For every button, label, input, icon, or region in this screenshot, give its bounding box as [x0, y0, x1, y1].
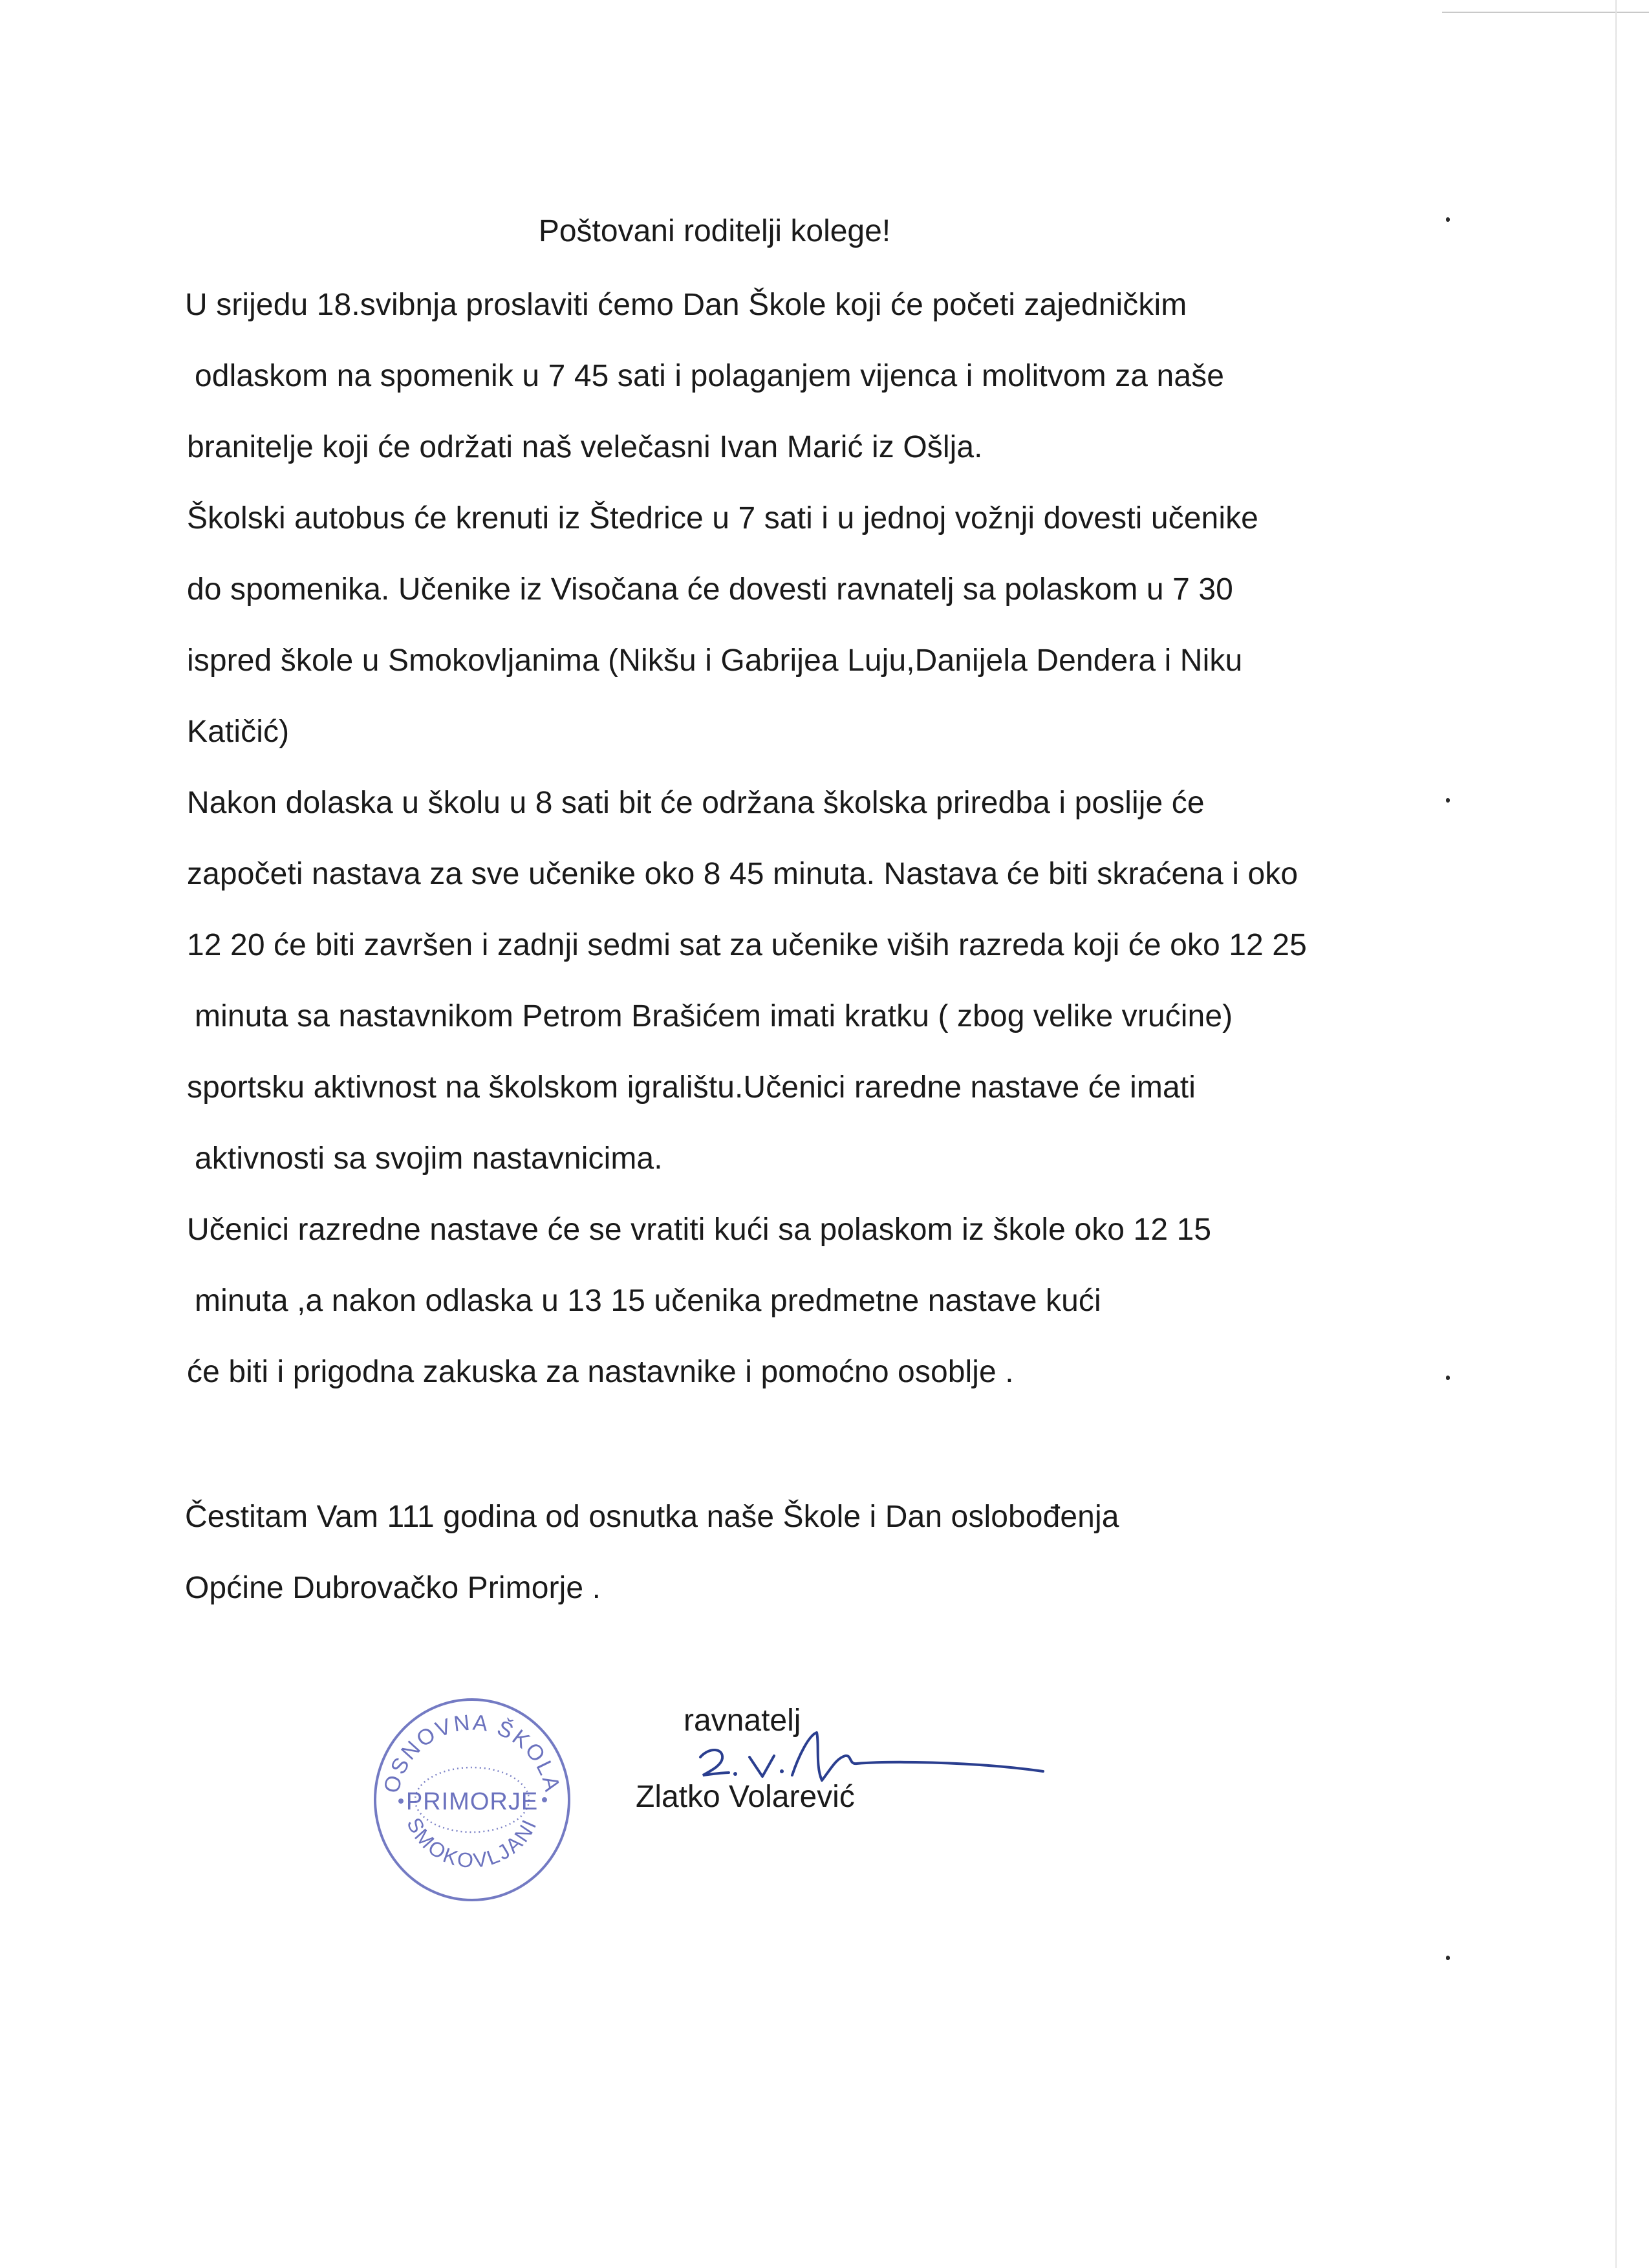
scan-speck: [1446, 1956, 1450, 1960]
signature-name: Zlatko Volarević: [636, 1780, 855, 1814]
closing-line: Općine Dubrovačko Primorje .: [185, 1571, 601, 1605]
school-stamp: [369, 1691, 576, 1905]
scan-speck: [1446, 217, 1450, 222]
body-line: odlaskom na spomenik u 7 45 sati i polaganjem vijenca i molitvom za naše: [195, 359, 1225, 393]
signature-block: [630, 1698, 1057, 1833]
scan-edge-right: [1615, 0, 1617, 2268]
body-line: ispred škole u Smokovljanima (Nikšu i Gabrijea Luju,Danijela Dendera i Niku: [187, 643, 1243, 678]
stamp-center-text: PRIMORJE: [405, 1788, 539, 1815]
body-line: Nakon dolaska u školu u 8 sati bit će održana školska priredba i poslije će: [187, 786, 1205, 820]
body-line: sportsku aktivnost na školskom igralištu.Učenici raredne nastave će imati: [187, 1070, 1196, 1105]
body-line: započeti nastava za sve učenike oko 8 45 minuta. Nastava će biti skraćena i oko: [187, 857, 1299, 891]
body-line: branitelje koji će održati naš velečasni Ivan Marić iz Ošlja.: [187, 430, 983, 464]
stamp-arc-top: OSNOVNA ŠKOLA: [379, 1710, 565, 1796]
body-line: Školski autobus će krenuti iz Štedrice u 7 sati i u jednoj vožnji dovesti učenike: [187, 501, 1258, 535]
body-line: U srijedu 18.svibnja proslaviti ćemo Dan Škole koji će početi zajedničkim: [185, 288, 1187, 322]
signature-role: ravnatelj: [684, 1703, 801, 1738]
stamp-arc-bottom: SMOKOVLJANI: [402, 1813, 542, 1873]
scan-edge-top: [1442, 12, 1649, 13]
body-line: 12 20 će biti završen i zadnji sedmi sat za učenike viših razreda koji će oko 12 25: [187, 928, 1307, 962]
body-line: Katičić): [187, 715, 290, 749]
body-line: će biti i prigodna zakuska za nastavnike i pomoćno osoblje .: [187, 1355, 1014, 1389]
svg-text:SMOKOVLJANI: [402, 1814, 541, 1872]
scan-speck: [1446, 798, 1450, 803]
svg-text:OSNOVNA ŠKOLA: [379, 1710, 565, 1795]
body-line: minuta sa nastavnikom Petrom Brašićem imati kratku ( zbog velike vrućine): [195, 999, 1233, 1033]
scan-speck: [1446, 1376, 1450, 1380]
school-stamp-graphic: [369, 1691, 576, 1905]
body-line: aktivnosti sa svojim nastavnicima.: [195, 1141, 663, 1176]
body-line: Učenici razredne nastave će se vratiti kući sa polaskom iz škole oko 12 15: [187, 1213, 1212, 1247]
body-line: do spomenika. Učenike iz Visočana će dovesti ravnatelj sa polaskom u 7 30: [187, 572, 1233, 607]
closing-line: Čestitam Vam 111 godina od osnutka naše Škole i Dan oslobođenja: [185, 1500, 1119, 1534]
body-line: minuta ,a nakon odlaska u 13 15 učenika predmetne nastave kući: [195, 1284, 1101, 1318]
letter-salutation: Poštovani roditelji kolege!: [538, 214, 891, 248]
